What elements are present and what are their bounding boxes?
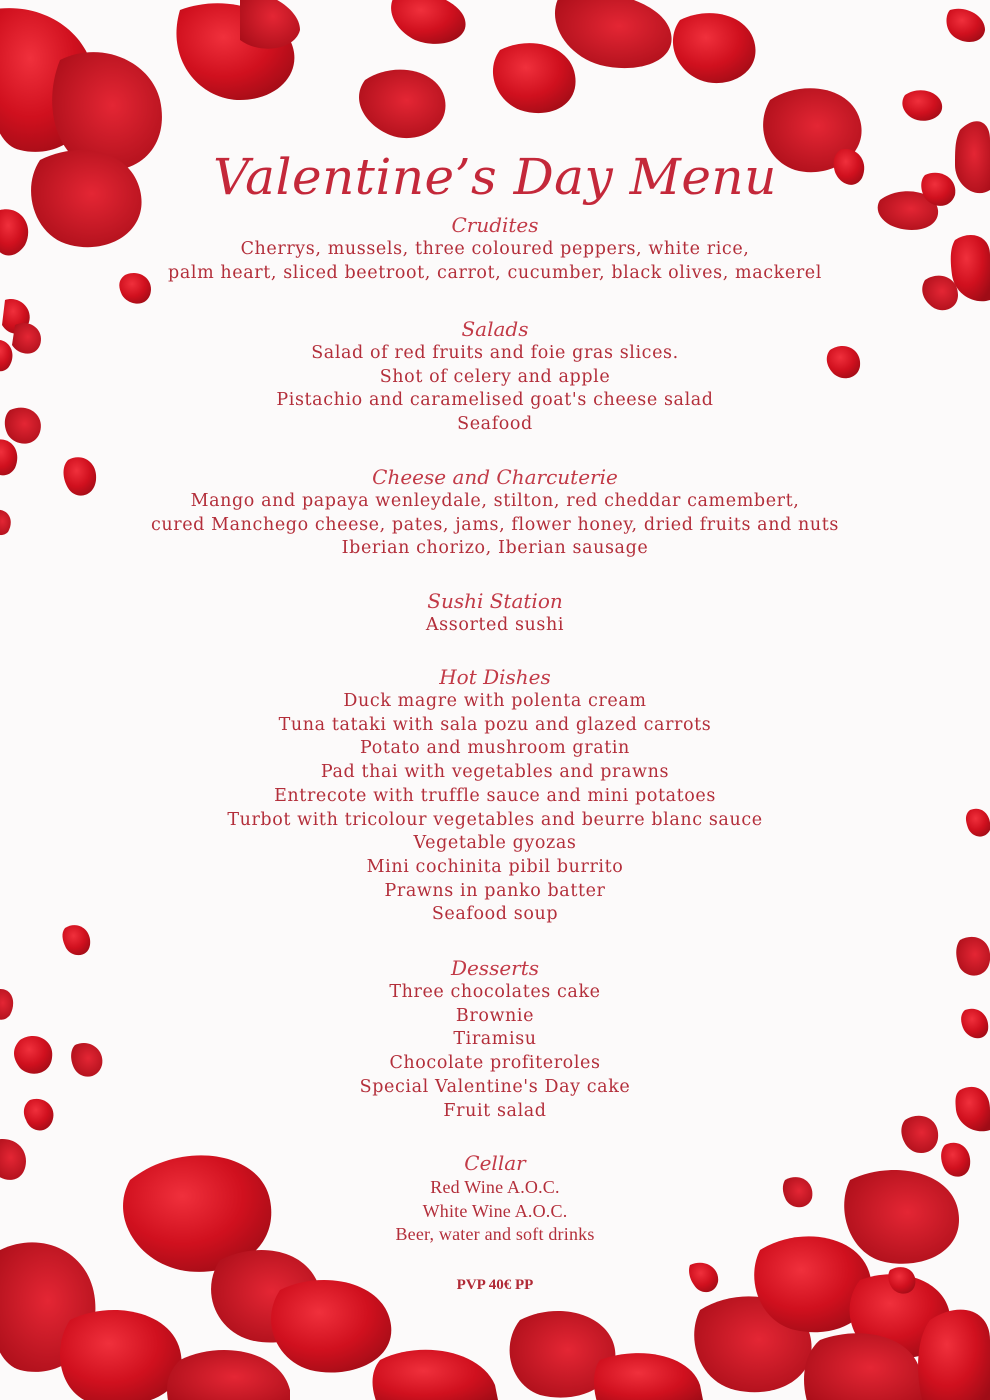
menu-item: Shot of celery and apple <box>379 366 611 387</box>
menu-item: palm heart, sliced beetroot, carrot, cucumber, black olives, mackerel <box>168 262 822 283</box>
menu-item: Cherrys, mussels, three coloured peppers, white rice, <box>240 239 750 259</box>
section-sushi-station <box>0 588 990 638</box>
menu-item: White Wine A.O.C. <box>422 1200 568 1221</box>
menu-item: Iberian chorizo, Iberian sausage <box>341 538 649 559</box>
menu-item: Tiramisu <box>453 1029 537 1050</box>
menu-item: Mini cochinita pibil burrito <box>366 856 624 877</box>
section-salads <box>0 316 990 437</box>
section-items-cellar <box>0 1176 990 1247</box>
menu-title: Valentine’s Day Menu <box>213 148 777 206</box>
section-title-cheese: Cheese and Charcuterie <box>372 465 618 489</box>
section-items-salads <box>0 342 990 437</box>
section-desserts <box>0 955 990 1123</box>
section-items-cheese <box>0 490 990 561</box>
menu-item: Prawns in panko batter <box>384 880 606 901</box>
section-title-crudites: Crudites <box>451 213 539 237</box>
section-cheese-and-charcuterie <box>0 464 990 561</box>
menu-item: Vegetable gyozas <box>413 833 577 854</box>
price-label: PVP 40€ PP <box>456 1277 534 1293</box>
menu-item: cured Manchego cheese, pates, jams, flower honey, dried fruits and nuts <box>150 514 840 535</box>
section-items-hot-dishes <box>0 690 990 927</box>
menu-item: Assorted sushi <box>425 615 565 635</box>
menu-item: Seafood <box>457 414 533 435</box>
menu-item: Three chocolates cake <box>389 982 601 1002</box>
menu-item: Red Wine A.O.C. <box>430 1177 560 1197</box>
section-title-cellar: Cellar <box>464 1151 526 1175</box>
section-title-desserts: Desserts <box>450 956 540 980</box>
menu-item: Mango and papaya wenleydale, stilton, red cheddar camembert, <box>190 491 800 511</box>
section-items-desserts <box>0 981 990 1123</box>
section-title-sushi: Sushi Station <box>427 589 563 613</box>
section-hot-dishes <box>0 664 990 927</box>
section-items-sushi <box>0 614 990 638</box>
menu-item: Potato and mushroom gratin <box>360 738 630 759</box>
section-title-salads: Salads <box>461 317 529 341</box>
menu-item: Duck magre with polenta cream <box>343 691 647 711</box>
menu-item: Special Valentine's Day cake <box>359 1076 631 1097</box>
menu-item: Salad of red fruits and foie gras slices. <box>311 343 679 363</box>
menu-item: Turbot with tricolour vegetables and beurre blanc sauce <box>227 809 763 830</box>
section-items-crudites <box>0 238 990 285</box>
menu-item: Pistachio and caramelised goat's cheese salad <box>276 390 714 411</box>
section-cellar <box>0 1150 990 1247</box>
section-title-hot-dishes: Hot Dishes <box>439 665 551 689</box>
menu-item: Tuna tataki with sala pozu and glazed carrots <box>278 714 712 735</box>
menu-item: Chocolate profiteroles <box>389 1053 601 1074</box>
menu-item: Beer, water and soft drinks <box>395 1224 595 1245</box>
menu-item: Seafood soup <box>431 904 559 925</box>
menu-item: Pad thai with vegetables and prawns <box>320 762 670 783</box>
menu-item: Fruit salad <box>443 1100 547 1121</box>
menu-item: Brownie <box>455 1005 535 1026</box>
section-crudites <box>0 212 990 285</box>
menu-item: Entrecote with truffle sauce and mini potatoes <box>274 785 716 806</box>
